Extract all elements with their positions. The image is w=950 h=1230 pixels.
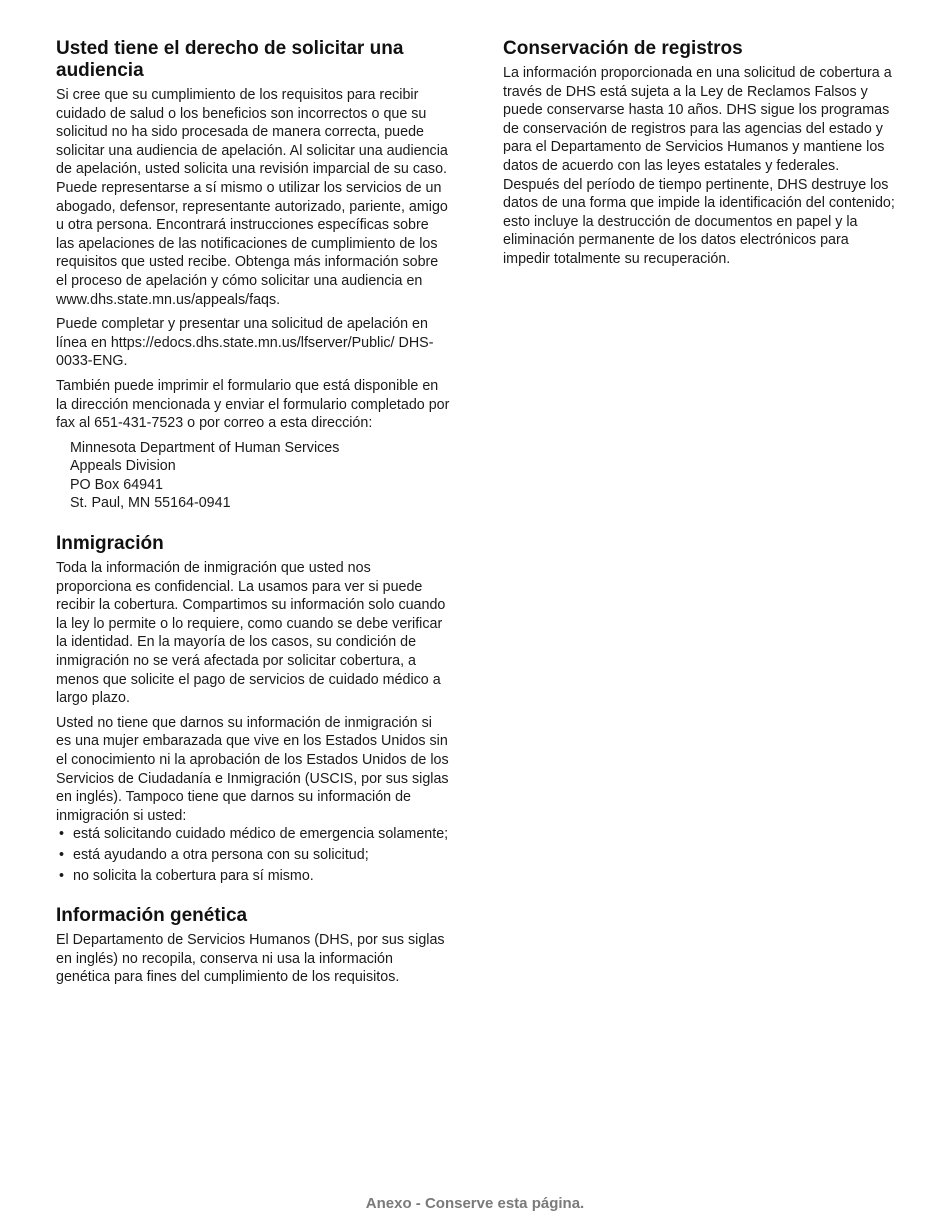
bullet-icon: •	[59, 846, 65, 863]
mailing-address	[70, 439, 450, 513]
hearing-heading: Usted tiene el derecho de solicitar una audiencia	[56, 38, 404, 81]
address-line: Minnesota Department of Human Services	[70, 439, 340, 456]
bullet-icon: •	[59, 826, 65, 843]
list-item	[56, 846, 450, 865]
list-item-text: está solicitando cuidado médico de emergencia solamente;	[73, 826, 449, 843]
right-column	[503, 38, 898, 289]
records-heading: Conservación de registros	[503, 38, 743, 59]
list-item	[56, 867, 450, 886]
address-line: PO Box 64941	[70, 476, 163, 493]
immigration-section	[56, 533, 450, 885]
records-paragraph-1: La información proporcionada en una solicitud de cobertura a través de DHS está sujeta a la Ley de Reclamos Falsos y puede conservarse hasta 10 años. DHS sigue los programas de conservación de registros para las agencias del estado y para el Departamento de Servicios Humanos y mantiene los datos de acuerdo con las leyes estatales y federales. Después del período de tiempo pertinente, DHS destruye los datos de una forma que impide la identificación del contenido; esto incluye la destrucción de documentos en papel y la eliminación permanente de los datos electrónicos para impedir totalmente su recuperación.	[503, 65, 895, 267]
list-item-text: no solicita la cobertura para sí mismo.	[73, 867, 314, 884]
hearing-paragraph-2: Puede completar y presentar una solicitud de apelación en línea en https://edocs.dhs.state.mn.us/lfserver/Public/ DHS-0033-ENG.	[56, 316, 434, 370]
address-line: Appeals Division	[70, 458, 176, 475]
bullet-icon: •	[59, 867, 65, 884]
list-item-text: está ayudando a otra persona con su solicitud;	[73, 846, 369, 863]
genetic-paragraph-1: El Departamento de Servicios Humanos (DHS, por sus siglas en inglés) no recopila, conserva ni usa la información genética para fines del cumplimiento de los requisitos.	[56, 932, 445, 986]
left-column	[56, 38, 450, 1007]
genetic-section	[56, 905, 450, 987]
address-line: St. Paul, MN 55164-0941	[70, 495, 231, 512]
genetic-heading: Información genética	[56, 905, 248, 927]
immigration-paragraph-2: Usted no tiene que darnos su información de inmigración si es una mujer embarazada que vive en los Estados Unidos sin el conocimiento ni la aprobación de los Estados Unidos de los Servicios de Ciudadanía e Inmigración (USCIS, por sus siglas en inglés). Tampoco tiene que darnos su información de inmigración si usted:	[56, 714, 449, 824]
list-item	[56, 825, 450, 844]
page-footer: Anexo - Conserve esta página.	[365, 1195, 585, 1212]
immigration-heading: Inmigración	[56, 533, 164, 555]
hearing-paragraph-1: Si cree que su cumplimiento de los requisitos para recibir cuidado de salud o los beneficios son incorrectos o que su solicitud no ha sido procesada de manera correcta, puede solicitar una audiencia de apelación. Al solicitar una audiencia de apelación, usted solicita una revisión imparcial de su caso. Puede representarse a sí mismo o utilizar los servicios de un abogado, defensor, representante autorizado, pariente, amigo u otra persona. Encontrará instrucciones específicas sobre las apelaciones de las notificaciones de cumplimiento de los requisitos que usted recibe. Obtenga más información sobre el proceso de apelación y cómo solicitar una audiencia en www.dhs.state.mn.us/appeals/faqs.	[56, 87, 448, 308]
records-section	[503, 38, 898, 269]
hearing-paragraph-3: También puede imprimir el formulario que está disponible en la dirección mencionada y enviar el formulario completado por fax al 651-431-7523 o por correo a esta dirección:	[56, 377, 450, 432]
hearing-section	[56, 38, 450, 513]
immigration-bullet-list	[56, 825, 450, 885]
immigration-paragraph-1: Toda la información de inmigración que usted nos proporciona es confidencial. La usamos para ver si puede recibir la cobertura. Compartimos su información solo cuando la ley lo permite o lo requiere, como cuando se debe verificar la identidad. En la mayoría de los casos, su condición de inmigración no se verá afectada por solicitar cobertura, a menos que solicite el pago de servicios de cuidado médico a largo plazo.	[56, 560, 446, 707]
